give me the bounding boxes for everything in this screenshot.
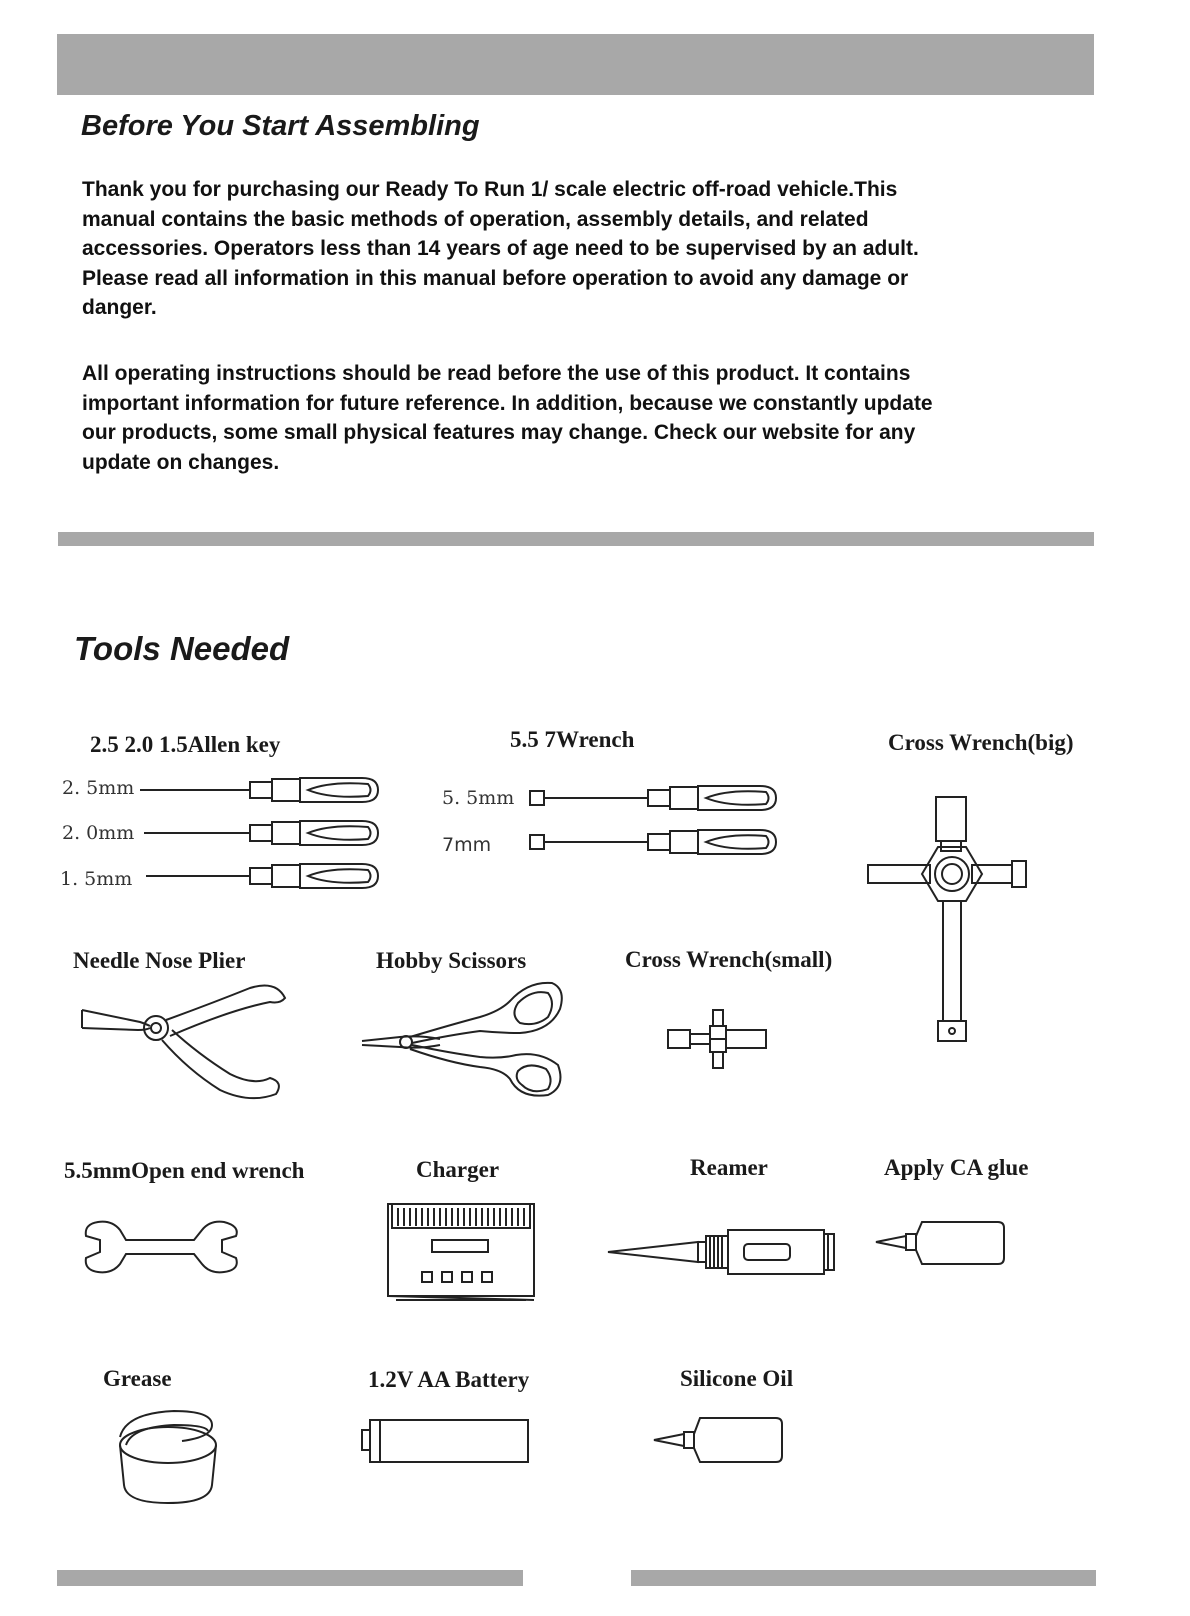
allen-key-driver-icon: [140, 778, 378, 802]
open-end-wrench-icon: [82, 1218, 242, 1278]
intro-p1-line: manual contains the basic methods of operation, assembly details, and related: [82, 207, 869, 231]
allen-key-driver-icon: [144, 821, 378, 845]
tools-heading: Tools Needed: [74, 630, 290, 667]
silicone-oil-label: Silicone Oil: [680, 1366, 794, 1391]
wrench-size-55: 5. 5mm: [442, 787, 515, 809]
open-end-wrench-label: 5.5mmOpen end wrench: [64, 1158, 305, 1183]
intro-p2-line: All operating instructions should be read before the use of this product. It contains: [82, 362, 911, 385]
allen-key-label: 2.5 2.0 1.5Allen key: [90, 732, 281, 757]
footer-bar-left: [57, 1570, 523, 1586]
grease-icon: [112, 1405, 224, 1509]
intro-p1-line: accessories. Operators less than 14 years of age need to be supervised by an adult.: [82, 237, 919, 260]
cross-wrench-big-icon: [868, 795, 1038, 1055]
hobby-scissors-label: Hobby Scissors: [376, 948, 527, 973]
grease-label: Grease: [103, 1366, 172, 1391]
wrench-size-7: 7mm: [442, 834, 492, 856]
allen-key-icon: [130, 770, 390, 900]
allen-size-15: 1. 5mm: [60, 868, 133, 890]
cross-wrench-small-icon: [666, 1008, 770, 1072]
battery-icon: [358, 1414, 534, 1470]
footer-bar-right: [631, 1570, 1096, 1586]
intro-paragraph-1: [82, 175, 919, 323]
wrench-label: 5.5 7Wrench: [510, 727, 635, 752]
intro-paragraph-2: [82, 359, 933, 477]
intro-p1-line: danger.: [82, 296, 157, 319]
cross-wrench-big-label: Cross Wrench(big): [888, 730, 1074, 755]
needle-nose-plier-icon: [80, 978, 300, 1108]
reamer-icon: [606, 1222, 840, 1282]
cross-wrench-small-label: Cross Wrench(small): [625, 947, 833, 972]
needle-nose-plier-label: Needle Nose Plier: [73, 948, 246, 973]
intro-p2-line: our products, some small physical features may change. Check our website for any: [82, 421, 916, 444]
wrench-icon: [528, 780, 788, 860]
socket-driver-icon: [530, 786, 776, 810]
charger-icon: [384, 1198, 544, 1308]
charger-label: Charger: [416, 1157, 500, 1182]
allen-size-20: 2. 0mm: [62, 822, 135, 844]
allen-key-driver-icon: [146, 864, 378, 888]
socket-driver-icon: [530, 830, 776, 854]
silicone-oil-icon: [650, 1412, 790, 1468]
allen-size-25: 2. 5mm: [62, 777, 135, 799]
intro-p2-line: important information for future reference. In addition, because we constantly update: [82, 391, 933, 415]
battery-label: 1.2V AA Battery: [368, 1367, 530, 1392]
reamer-label: Reamer: [690, 1155, 768, 1180]
ca-glue-icon: [872, 1214, 1012, 1270]
header-bar: [57, 34, 1094, 95]
intro-p2-line: update on changes.: [82, 450, 280, 474]
ca-glue-label: Apply CA glue: [884, 1155, 1029, 1180]
charger-vent-icon: [398, 1208, 524, 1226]
intro-p1-line: Thank you for purchasing our Ready To Run 1/ scale electric off-road vehicle.This: [82, 178, 898, 201]
intro-p1-line: Please read all information in this manual before operation to avoid any damage or: [82, 266, 909, 290]
divider-bar: [58, 532, 1094, 546]
intro-heading: Before You Start Assembling: [81, 110, 480, 142]
hobby-scissors-icon: [360, 975, 570, 1105]
